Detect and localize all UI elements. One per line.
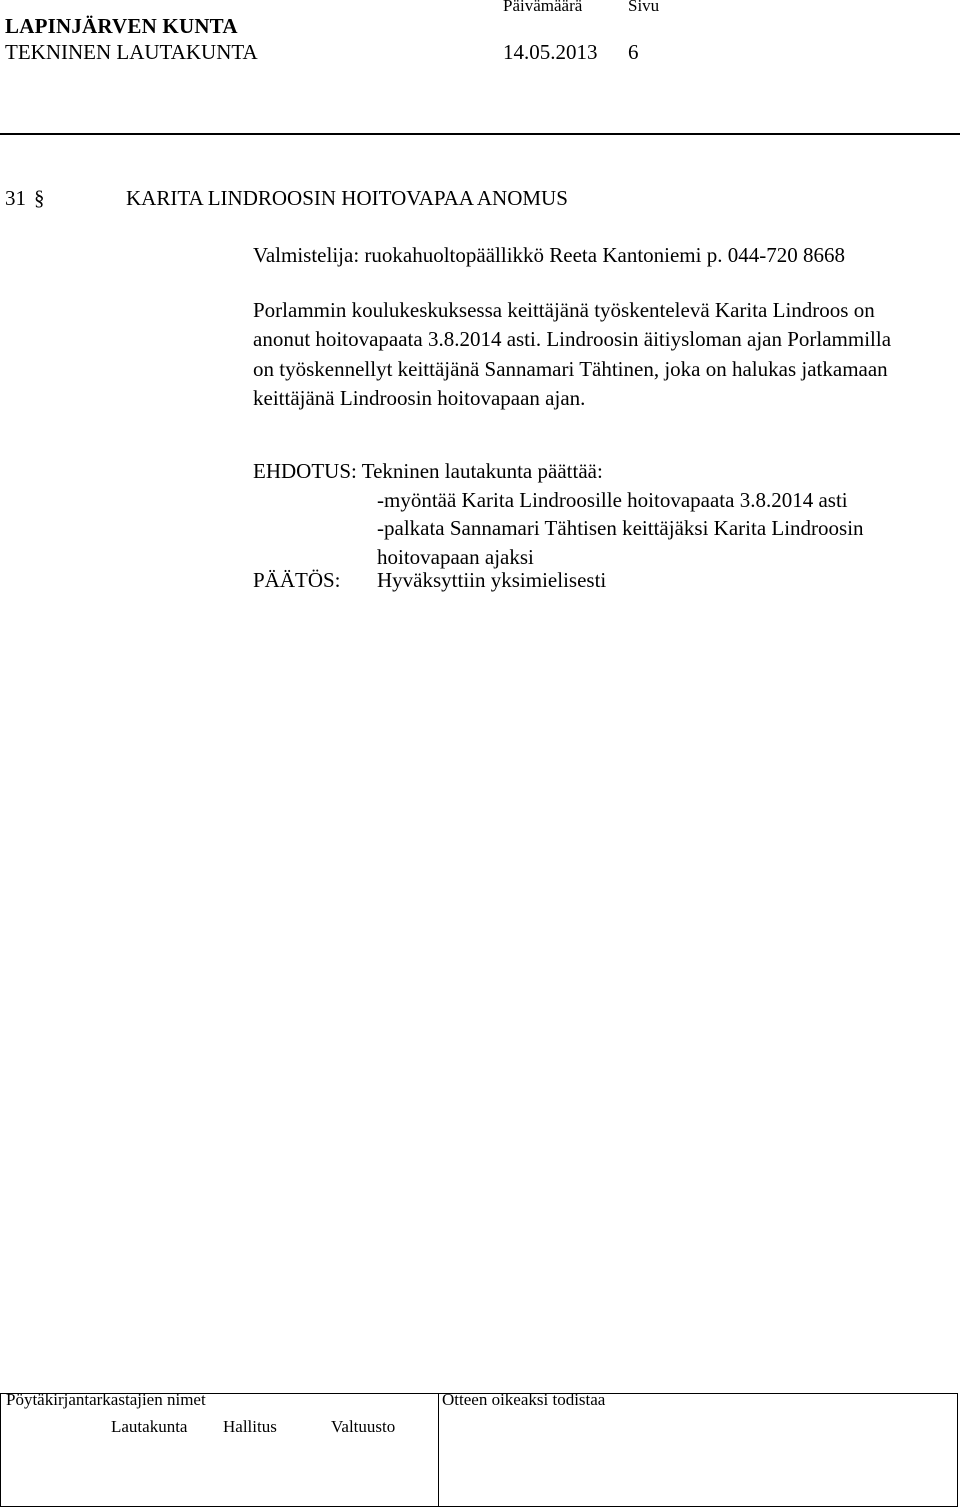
header-date-label: Päivämäärä [503, 0, 583, 15]
header-date: 14.05.2013 [503, 40, 598, 64]
header-department: TEKNINEN LAUTAKUNTA [5, 40, 258, 64]
section-number: 31 [5, 186, 26, 210]
proposal-item: hoitovapaan ajaksi [377, 545, 534, 569]
footer-checkers-title: Pöytäkirjantarkastajien nimet [6, 1390, 206, 1409]
body-paragraph [253, 296, 953, 413]
footer-column-valtuusto: Valtuusto [331, 1417, 396, 1436]
footer-certify: Otteen oikeaksi todistaa [442, 1390, 606, 1409]
body-line: anonut hoitovapaata 3.8.2014 asti. Lindroosin äitiysloman ajan Porlammilla [253, 327, 892, 352]
footer-column-hallitus: Hallitus [223, 1417, 277, 1436]
decision-text: Hyväksyttiin yksimielisesti [377, 568, 607, 592]
footer-column-lautakunta: Lautakunta [111, 1417, 188, 1436]
header-page-label: Sivu [628, 0, 660, 15]
section-title: KARITA LINDROOSIN HOITOVAPAA ANOMUS [126, 186, 568, 210]
body-line: keittäjänä Lindroosin hoitovapaan ajan. [253, 385, 586, 410]
body-line: Porlammin koulukeskuksessa keittäjänä työskentelevä Karita Lindroos on [253, 298, 875, 322]
header-page-number: 6 [628, 40, 639, 64]
proposal-item: -palkata Sannamari Tähtisen keittäjäksi Karita Lindroosin [377, 516, 864, 540]
proposal-item: -myöntää Karita Lindroosille hoitovapaata 3.8.2014 asti [377, 488, 848, 512]
decision-label: PÄÄTÖS: [253, 568, 341, 592]
footer-table [0, 1390, 958, 1507]
header-rule [0, 133, 960, 135]
footer-divider [438, 1394, 439, 1506]
section-mark: § [34, 186, 45, 210]
preparer-line: Valmistelija: ruokahuoltopäällikkö Reeta Kantoniemi p. 044-720 8668 [253, 243, 845, 267]
header-organization: LAPINJÄRVEN KUNTA [5, 14, 238, 38]
proposal-heading: EHDOTUS: Tekninen lautakunta päättää: [253, 459, 603, 483]
body-line: on työskennellyt keittäjänä Sannamari Tähtinen, joka on halukas jatkamaan [253, 356, 888, 381]
